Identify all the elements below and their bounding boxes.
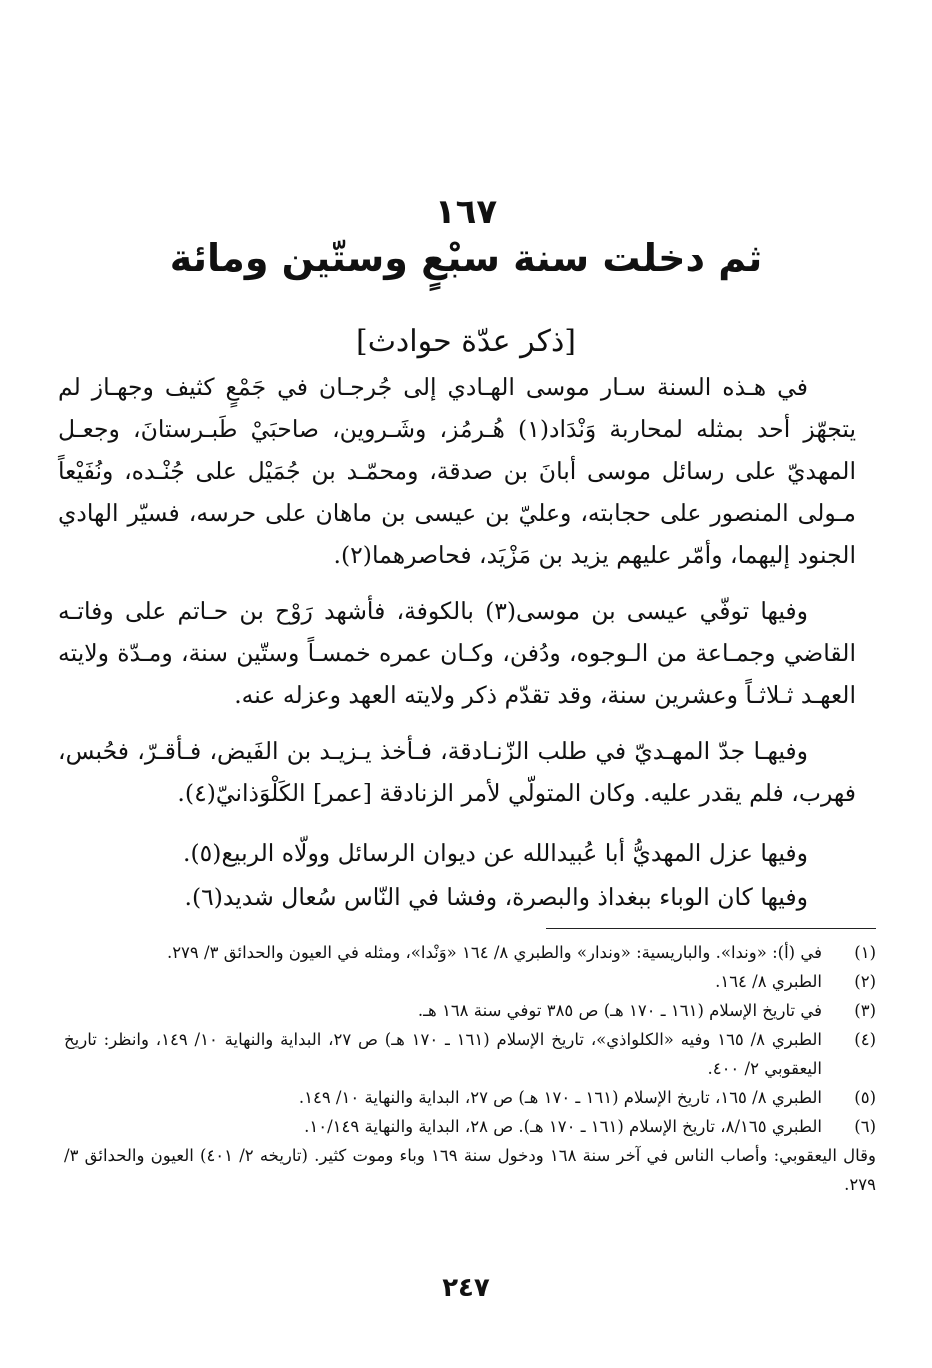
paragraph-block (58, 590, 856, 716)
paragraph: وفيهـا جدّ المهـديّ في طلب الزّنـادقة، فـأخذ يـزيـد بن الفَيض، فـأقـرّ، فحُبس، فهرب، فلم يقدر عليه. وكان المتولّي لأمر الزنادقة [عمر] الكَلْوَذانيّ(٤). (58, 737, 856, 807)
footnote-divider (546, 928, 876, 929)
footnote (64, 996, 876, 1025)
footnote-text: الطبري ٨/ ١٦٥، تاريخ الإسلام (١٦١ ـ ١٧٠ هـ) ص ٢٧، البداية والنهاية ١٠/ ١٤٩. (298, 1088, 822, 1107)
paragraph: وفيها كان الوباء ببغداذ والبصرة، وفشا في النّاس سُعال شديد(٦). (184, 883, 808, 911)
paragraph-block (58, 832, 856, 874)
footnote-number: (١) (854, 943, 876, 962)
paragraph: في هـذه السنة سـار موسى الهـادي إلى جُرجـان في جَمْعٍ كثيف وجهـاز لم يتجهّز أحد بمثله لمحاربة وَنْدَاد(١) هُـرمُز، وشَـروين، صاحبَيْ طَبـرستانَ، وجعـل المهديّ على رسائل موسى أبانَ بن صدقة، ومحمّـد بن جُمَيْل على جُنْـده، ونُفَيْعاً مـولى المنصور على حجابته، وعليّ بن عيسى بن ماهان على حرسه، فسيّر الهادي الجنود إليهما، وأمّر عليهم يزيد بن مَزْيَد، فحاصرهما(٢). (58, 373, 856, 569)
footnote (64, 938, 876, 967)
footnote-number: (٤) (854, 1030, 876, 1049)
footnote (64, 1112, 876, 1141)
footnote-text: الطبري ٨/ ١٦٤. (715, 972, 822, 991)
footnote (64, 967, 876, 996)
footnotes (64, 938, 876, 1199)
paragraph-block (58, 876, 856, 918)
footnote-continuation: وقال اليعقوبي: وأصاب الناس في آخر سنة ١٦٨ ودخول سنة ١٦٩ وباء وموت كثير. (تاريخه ٢/ ٤٠١) العيون والحدائق ٣/ ٢٧٩. (64, 1146, 876, 1194)
footnote-text: في (أ): «وندا». والباريسية: «وندار» والطبري ٨/ ١٦٤ «وَنْدا»، ومثله في العيون والحدائق ٣/ ٢٧٩. (166, 943, 822, 962)
paragraph-block (58, 366, 856, 576)
footnote-number: (٦) (854, 1117, 876, 1136)
footnote-number: (٥) (854, 1088, 876, 1107)
section-heading: [ذكر عدّة حوادث] (355, 324, 577, 359)
chapter-title: ثم دخلت سنة سبْعٍ وستّين ومائة (169, 236, 763, 280)
footnote (64, 1083, 876, 1112)
footnote (64, 1025, 876, 1083)
paragraph: وفيها عزل المهديُّ أبا عُبيدالله عن ديوان الرسائل وولّاه الربيع(٥). (183, 839, 808, 867)
chapter-number: ١٦٧ (434, 192, 498, 232)
footnote-number: (٣) (854, 1001, 876, 1020)
footnote-text: في تاريخ الإسلام (١٦١ ـ ١٧٠ هـ) ص ٣٨٥ توفي سنة ١٦٨ هـ. (417, 1001, 822, 1020)
paragraph: وفيها توفّي عيسى بن موسى(٣) بالكوفة، فأشهد رَوْح بن حـاتم على وفاتـه القاضي وجمـاعة من الـوجوه، ودُفن، وكـان عمره خمسـاً وستّين سنة، ومـدّة ولايته العهـد ثـلاثـاً وعشرين سنة، وقد تقدّم ذكر ولايته العهد وعزله عنه. (58, 597, 856, 709)
footnote-text: الطبري ٨/ ١٦٥ وفيه «الكلواذي»، تاريخ الإسلام (١٦١ ـ ١٧٠ هـ) ص ٢٧، البداية والنهاية ١٠/ ١٤٩، وانظر: تاريخ اليعقوبي ٢/ ٤٠٠. (64, 1030, 823, 1078)
page-number: ٢٤٧ (442, 1273, 490, 1303)
footnote-number: (٢) (854, 972, 876, 991)
paragraph-block (58, 730, 856, 814)
footnote-text: الطبري ٨/١٦٥، تاريخ الإسلام (١٦١ ـ ١٧٠ هـ). ص ٢٨، البداية والنهاية ١٠/١٤٩. (304, 1117, 822, 1136)
